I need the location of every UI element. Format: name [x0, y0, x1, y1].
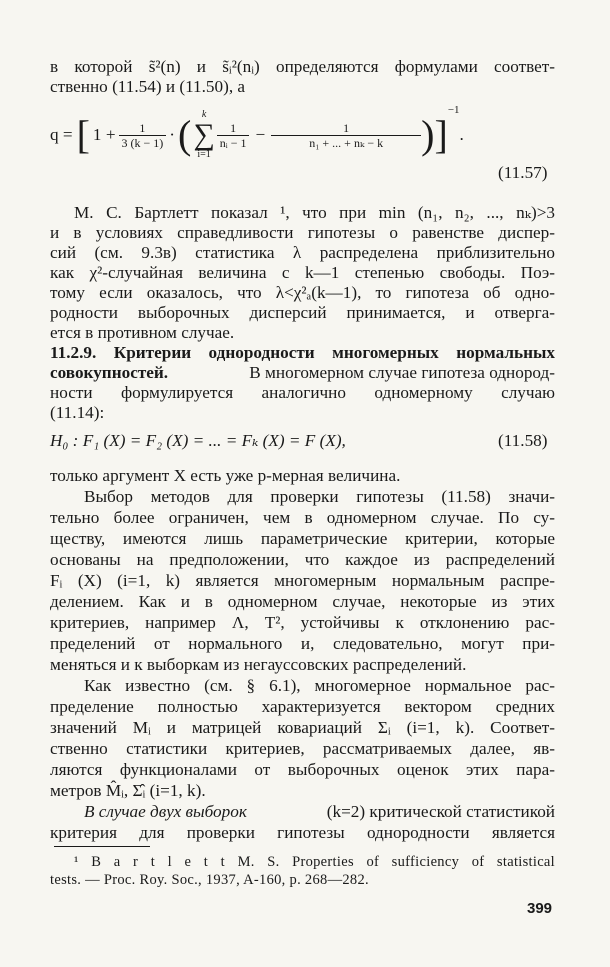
text-line: метров M̂ᵢ, Σ̂ᵢ (i=1, k). — [50, 781, 206, 800]
text-line: значений Mᵢ и матрицей ковариаций Σᵢ (i=1, k). Соответ- — [50, 718, 555, 737]
equation-number: (11.58) — [498, 431, 548, 450]
text-line: ственно статистики критериев, рассматриваемых далее, яв- — [50, 739, 555, 758]
equation-11-57: q = [ 1 + $\frac{1}{3 (k - 1)}$ · ( k ∑ i=1 $\frac{1}{\text{nᵢ − 1}}$ − $\frac{1}{\text{n₁ + ... + nₖ − k}}$ ) ] −1 . — [50, 104, 464, 160]
footnote-divider — [54, 846, 150, 847]
eq-power: −1 — [447, 104, 460, 116]
fraction-3: $\frac{1}{\text{n₁ + ... + nₖ − k}}$ — [271, 121, 421, 150]
footnote-line: ¹ B a r t l e t t M. S. Properties of sufficiency of statistical — [74, 854, 555, 870]
text-line: только аргумент X есть уже p-мерная величина. — [50, 466, 401, 485]
text-line: ется в противном случае. — [50, 323, 235, 342]
text-line: в которой s̃²(n) и s̃ᵢ²(nᵢ) определяются формулами соответ- — [50, 57, 555, 76]
text-line: меняться и к выборкам из негауссовских распределений. — [50, 655, 467, 674]
fraction-1: $\frac{1}{3 (k - 1)}$ — [119, 121, 167, 150]
equation-11-58: H₀ : F₁ (X) = F₂ (X) = ... = Fₖ (X) = F (X), — [50, 431, 346, 450]
text-line: Как известно (см. § 6.1), многомерное нормальное рас- — [84, 676, 555, 695]
text-line: ляются функционалами от выборочных оценок этих пара- — [50, 760, 555, 779]
text-line: Fᵢ (X) (i=1, k) является многомерным нормальным распре- — [50, 571, 555, 590]
equation-number: (11.57) — [498, 163, 548, 182]
eq-lhs: q = — [50, 125, 73, 144]
page-number: 399 — [527, 900, 553, 917]
footnote-line: tests. — Proc. Roy. Soc., 1937, A-160, p. 268—282. — [50, 872, 369, 888]
text-line: критериев, например Λ, T², устойчивы к отклонению рас- — [50, 613, 555, 632]
text-line: ственно (11.54) и (11.50), а — [50, 77, 246, 96]
text-line: В случае двух выборок (k=2) критической статистикой — [84, 802, 555, 821]
text-line: критерия для проверки гипотезы однородности является — [50, 823, 555, 842]
text-line: совокупностей. В многомерном случае гипотеза однород- — [50, 363, 555, 382]
text-line: основаны на предположении, что каждое из распределений — [50, 550, 555, 569]
text-line: (11.14): — [50, 403, 105, 422]
text-line: ности формулируется аналогично одномерному случаю — [50, 383, 555, 402]
text-line: тельно более ограничен, чем в одномерном случае. По су- — [50, 508, 555, 527]
text-line: М. С. Бартлетт показал ¹, что при min (n₁, n₂, ..., nₖ)>3 — [74, 203, 555, 222]
section-heading: 11.2.9. Критерии однородности многомерных нормальных — [50, 343, 555, 362]
text-line: пределений от нормального и, следовательно, могут при- — [50, 634, 555, 653]
text-line: сий (см. 9.3в) статистика λ распределена приблизительно — [50, 243, 555, 262]
text-line: пределение полностью характеризуется вектором средних — [50, 697, 555, 716]
text-line: родности выборочных дисперсий принимается, и отверга- — [50, 303, 555, 322]
text-line: Выбор методов для проверки гипотезы (11.58) значи- — [84, 487, 555, 506]
text-line: делением. Как и в одномерном случае, некоторые из этих — [50, 592, 555, 611]
sum-symbol: k ∑ i=1 — [193, 109, 215, 160]
section-heading-cont: совокупностей. — [50, 363, 169, 382]
text-line: ществу, имеются лишь параметрические критерии, которые — [50, 529, 555, 548]
text-line: и в условиях справедливости гипотезы о равенстве диспер- — [50, 223, 555, 242]
text-line: как χ²-случайная величина с k—1 степенью свободы. Поэ- — [50, 263, 555, 282]
eq-one-plus: 1 + — [92, 125, 116, 144]
fraction-2: $\frac{1}{\text{nᵢ − 1}}$ — [217, 121, 250, 150]
text-line: тому если оказалось, что λ<χ²ₐ(k—1), то гипотеза об одно- — [50, 283, 555, 302]
